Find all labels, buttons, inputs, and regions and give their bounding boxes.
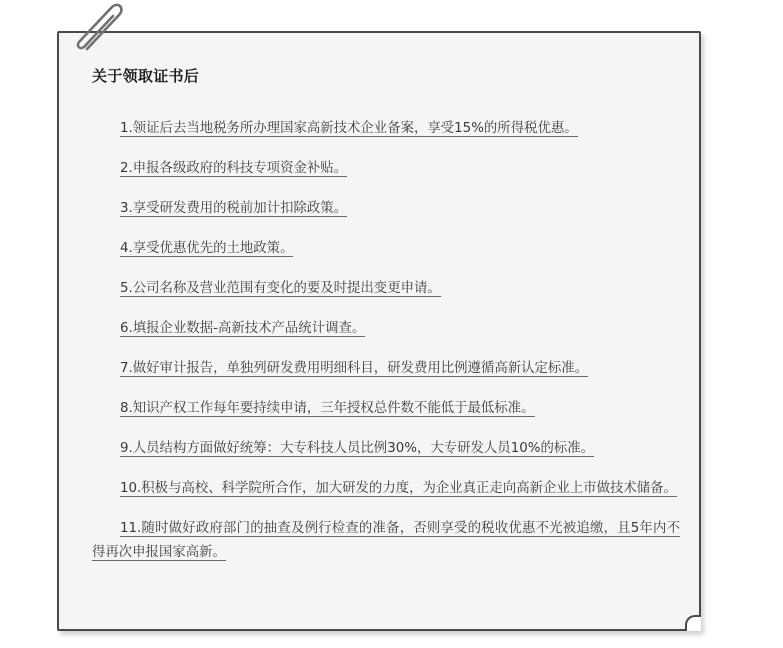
note-card: [57, 31, 701, 631]
list-item-text: 3.享受研发费用的税前加计扣除政策。: [120, 201, 348, 216]
list-item: [92, 157, 680, 181]
list-item-text: 10.积极与高校、科学院所合作，加大研发的力度，为企业真正走向高新企业上市做技术储备。: [120, 481, 677, 496]
note-title: 关于领取证书后: [92, 67, 200, 85]
list-item-text: 4.享受优惠优先的土地政策。: [120, 241, 294, 256]
list-item-text: 9.人员结构方面做好统筹：大专科技人员比例30%，大专研发人员10%的标准。: [120, 441, 595, 456]
list-item-text: 1.领证后去当地税务所办理国家高新技术企业备案，享受15%的所得税优惠。: [120, 121, 578, 136]
list-item-text: 2.申报各级政府的科技专项资金补贴。: [120, 161, 348, 176]
list-item: [92, 357, 680, 381]
list-item: [92, 517, 680, 565]
list-item: [92, 397, 680, 421]
list-item-text: 7.做好审计报告，单独列研发费用明细科目，研发费用比例遵循高新认定标准。: [120, 361, 589, 376]
list-item-text: 8.知识产权工作每年要持续申请，三年授权总件数不能低于最低标准。: [120, 401, 535, 416]
list-item-text: 11.随时做好政府部门的抽查及例行检查的准备，否则享受的税收优惠不光被追缴，且5年内不得再次申报国家高新。: [92, 521, 680, 560]
list-item: [92, 277, 680, 301]
list-item: [92, 317, 680, 341]
list-item-text: 5.公司名称及营业范围有变化的要及时提出变更申请。: [120, 281, 441, 296]
folded-corner: [685, 615, 701, 631]
list-item-text: 6.填报企业数据-高新技术产品统计调查。: [120, 321, 366, 336]
list-item: [92, 197, 680, 221]
item-list: [92, 117, 680, 565]
paperclip-icon: [70, 0, 130, 56]
list-item: [92, 117, 680, 141]
list-item: [92, 437, 680, 461]
list-item: [92, 477, 680, 501]
list-item: [92, 237, 680, 261]
